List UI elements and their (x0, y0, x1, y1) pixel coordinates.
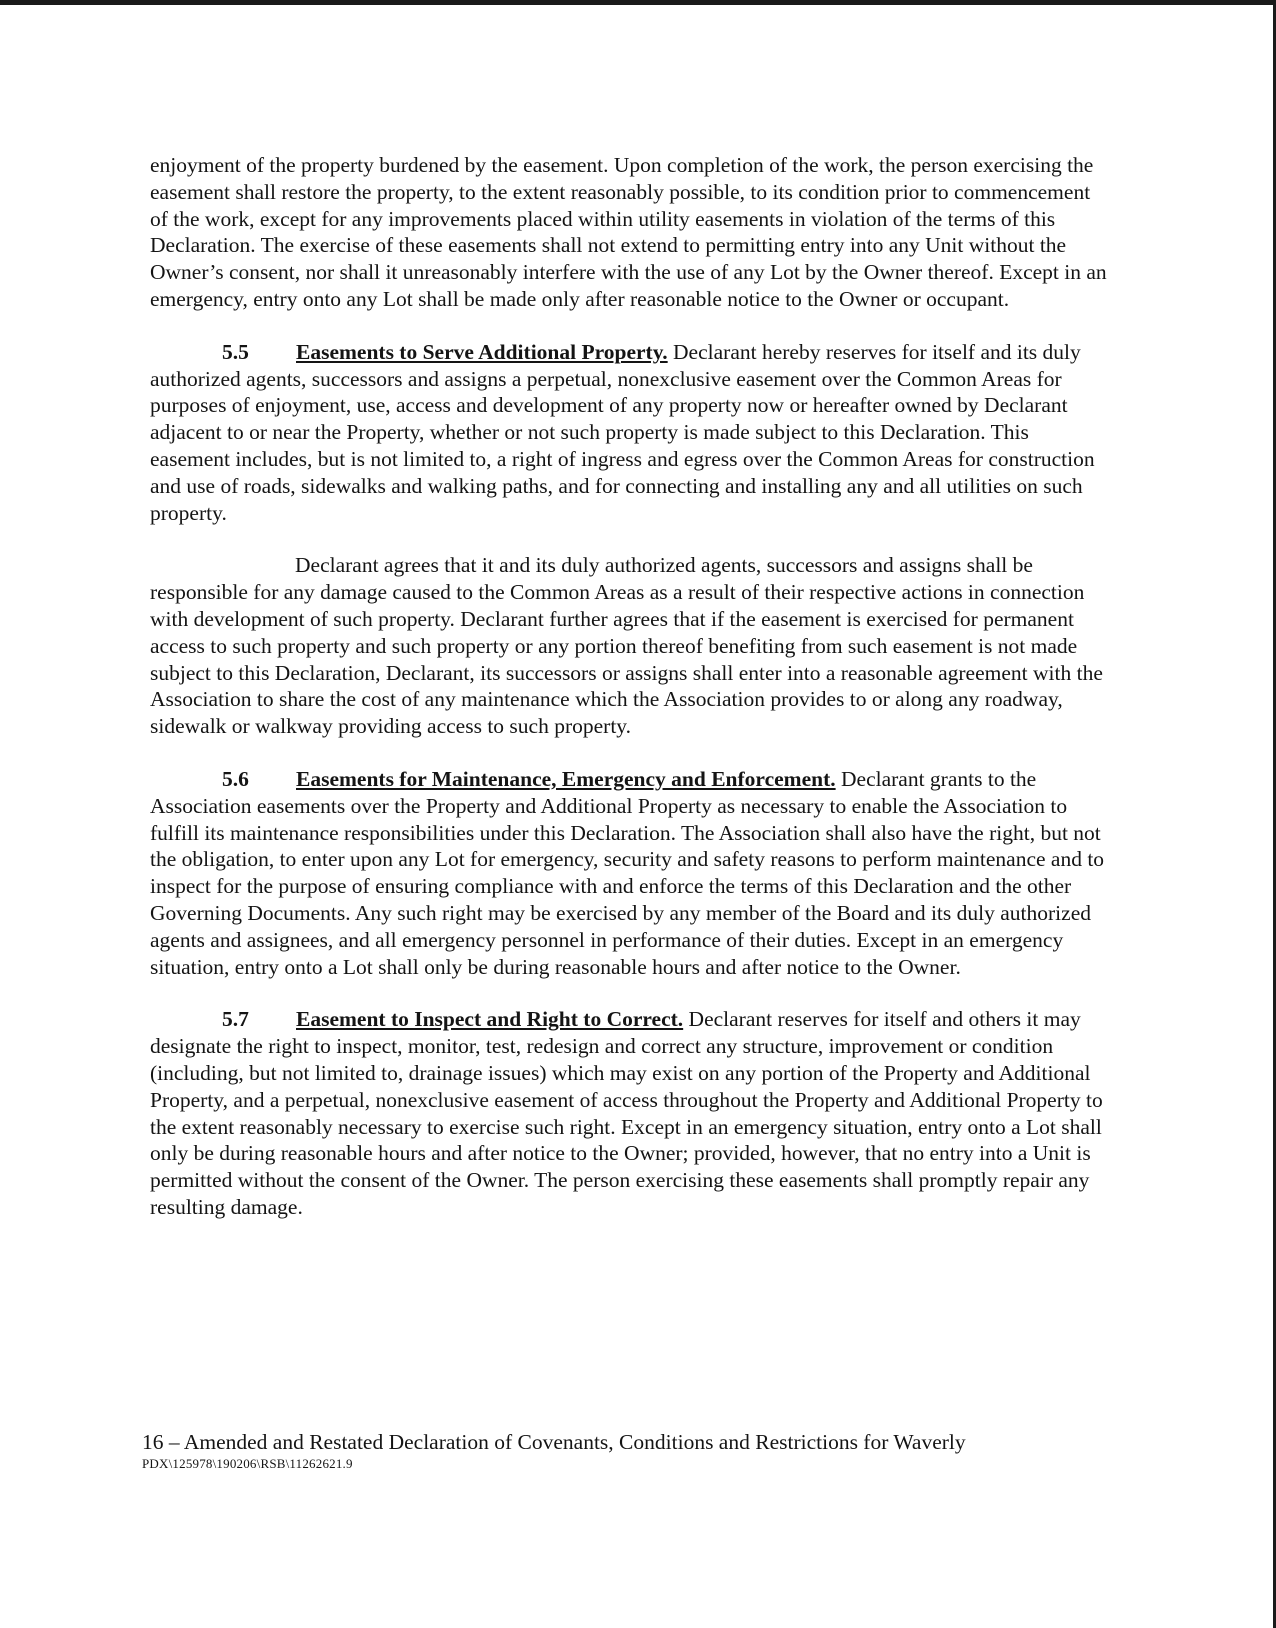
document-page (150, 152, 1112, 1221)
section-title: Easement to Inspect and Right to Correct. (296, 1007, 684, 1032)
footer-page-line: 16 – Amended and Restated Declaration of Covenants, Conditions and Restrictions for Waverly (142, 1430, 966, 1454)
section-body: Declarant grants to the Association easements over the Property and Additional Property as necessary to enable the Association to fulfill its maintenance responsibilities under this Declaration. The Association shall also have the right, but not the obligation, to enter upon any Lot for emergency, security and safety reasons to perform maintenance and to inspect for the purpose of ensuring compliance with and enforce the terms of this Declaration and the other Governing Documents. Any such right may be exercised by any member of the Board and its duly authorized agents and assignees, and all emergency personnel in performance of their duties. Except in an emergency situation, entry onto a Lot shall only be during reasonable hours and after notice to the Owner. (150, 766, 1105, 979)
section-number: 5.6 (222, 766, 249, 791)
section-5-6 (150, 766, 1112, 980)
section-body: Declarant hereby reserves for itself and its duly authorized agents, successors and assigns a perpetual, nonexclusive easement over the Common Areas for purposes of enjoyment, use, access and development of any property now or hereafter owned by Declarant adjacent to or near the Property, whether or not such property is made subject to this Declaration. This easement includes, but is not limited to, a right of ingress and egress over the Common Areas for construction and use of roads, sidewalks and walking paths, and for connecting and installing any and all utilities on such property. (150, 339, 1095, 525)
continuation-text: Declarant agrees that it and its duly authorized agents, successors and assigns shall be responsible for any damage caused to the Common Areas as a result of their respective actions in connection with development of such property. Declarant further agrees that if the easement is exercised for permanent access to such property and such property or any portion thereof benefiting from such easement is not made subject to this Declaration, Declarant, its successors or assigns shall enter into a reasonable agreement with the Association to share the cost of any maintenance which the Association provides to or along any roadway, sidewalk or walkway providing access to such property. (150, 553, 1103, 739)
section-body: Declarant reserves for itself and others it may designate the right to inspect, monitor, test, redesign and correct any structure, improvement or condition (including, but not limited to, drainage issues) which may exist on any portion of the Property and Additional Property, and a perpetual, nonexclusive easement of access throughout the Property and Additional Property to the extent reasonably necessary to exercise such right. Except in an emergency situation, entry onto a Lot shall only be during reasonable hours and after notice to the Owner; provided, however, that no entry into a Unit is permitted without the consent of the Owner. The person exercising these easements shall promptly repair any resulting damage. (150, 1007, 1103, 1219)
section-title: Easements to Serve Additional Property. (296, 339, 668, 364)
section-5-5-continuation (150, 552, 1112, 740)
section-5-5 (150, 339, 1112, 527)
section-number: 5.7 (222, 1007, 249, 1032)
scan-edge-top (0, 0, 1276, 5)
section-title: Easements for Maintenance, Emergency and Enforcement. (296, 766, 836, 791)
paragraph-intro: enjoyment of the property burdened by the easement. Upon completion of the work, the person exercising the easement shall restore the property, to the extent reasonably possible, to its condition prior to commencement of the work, except for any improvements placed within utility easements in violation of the terms of this Declaration. The exercise of these easements shall not extend to permitting entry into any Unit without the Owner’s consent, nor shall it unreasonably interfere with the use of any Lot by the Owner thereof. Except in an emergency, entry onto any Lot shall be made only after reasonable notice to the Owner or occupant. (150, 153, 1107, 311)
section-5-7 (150, 1006, 1112, 1220)
page-footer (142, 1429, 1122, 1473)
footer-doc-code: PDX\125978\190206\RSB\11262621.9 (142, 1456, 353, 1471)
section-number: 5.5 (222, 339, 249, 364)
